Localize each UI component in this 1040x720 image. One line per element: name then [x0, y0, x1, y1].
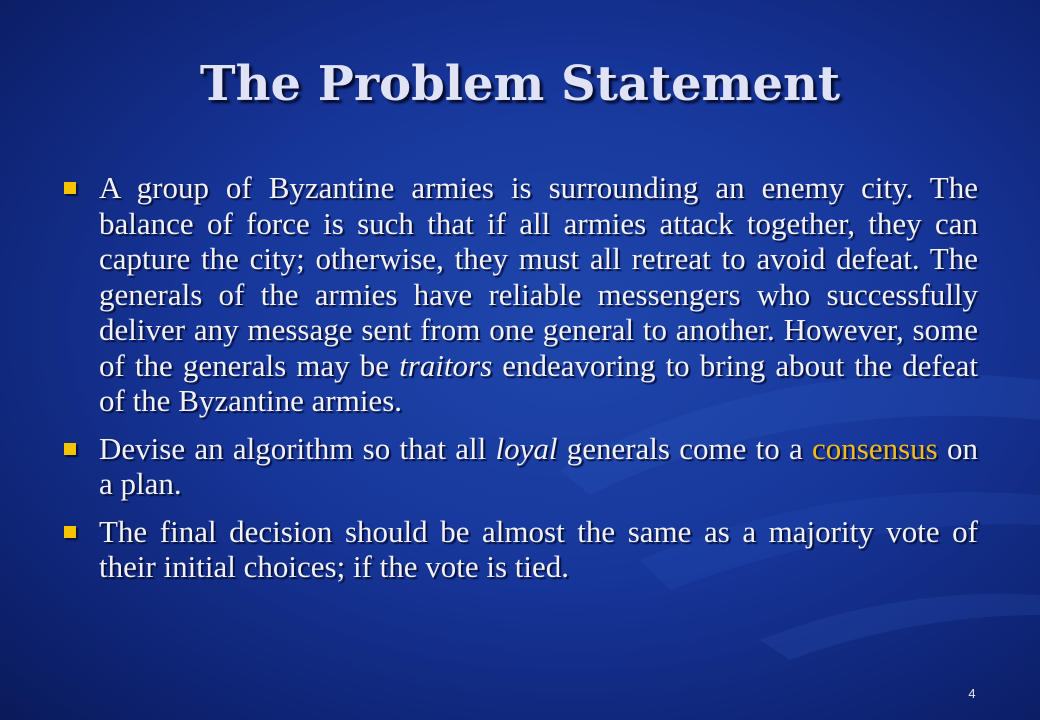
slide-title: The Problem Statement	[199, 56, 841, 112]
bullet-text: endeavoring to bring about the defeat of the Byzantine armies.	[99, 347, 978, 418]
bullet-text: Devise an algorithm so that all	[99, 430, 496, 466]
square-bullet-icon	[64, 443, 76, 455]
page-number: 4	[968, 686, 976, 701]
square-bullet-icon	[64, 182, 76, 194]
bullet-item-decision	[62, 514, 978, 585]
bullet-list	[62, 170, 978, 597]
bullet-text: A group of Byzantine armies is surrounding an enemy city. The balance of force is such that if all armies attack together, they can capture the city; otherwise, they must all retreat to avoid defeat. The generals of the armies have reliable messengers who successfully deliver any message sent from one general to another. However, some of the generals may be	[99, 170, 978, 383]
bullet-text: on a plan.	[99, 430, 979, 501]
square-bullet-icon	[64, 526, 76, 538]
bullet-item-problem	[62, 170, 978, 419]
bullet-text: The final decision should be almost the same as a majority vote of their initial choices; if the vote is tied.	[99, 513, 978, 584]
bullet-highlight-consensus: consensus	[812, 430, 938, 466]
bullet-emphasis-loyal: loyal	[495, 430, 558, 466]
bullet-text: generals come to a	[557, 430, 813, 466]
bullet-emphasis-traitors: traitors	[399, 347, 493, 383]
bullet-item-goal	[62, 431, 978, 502]
